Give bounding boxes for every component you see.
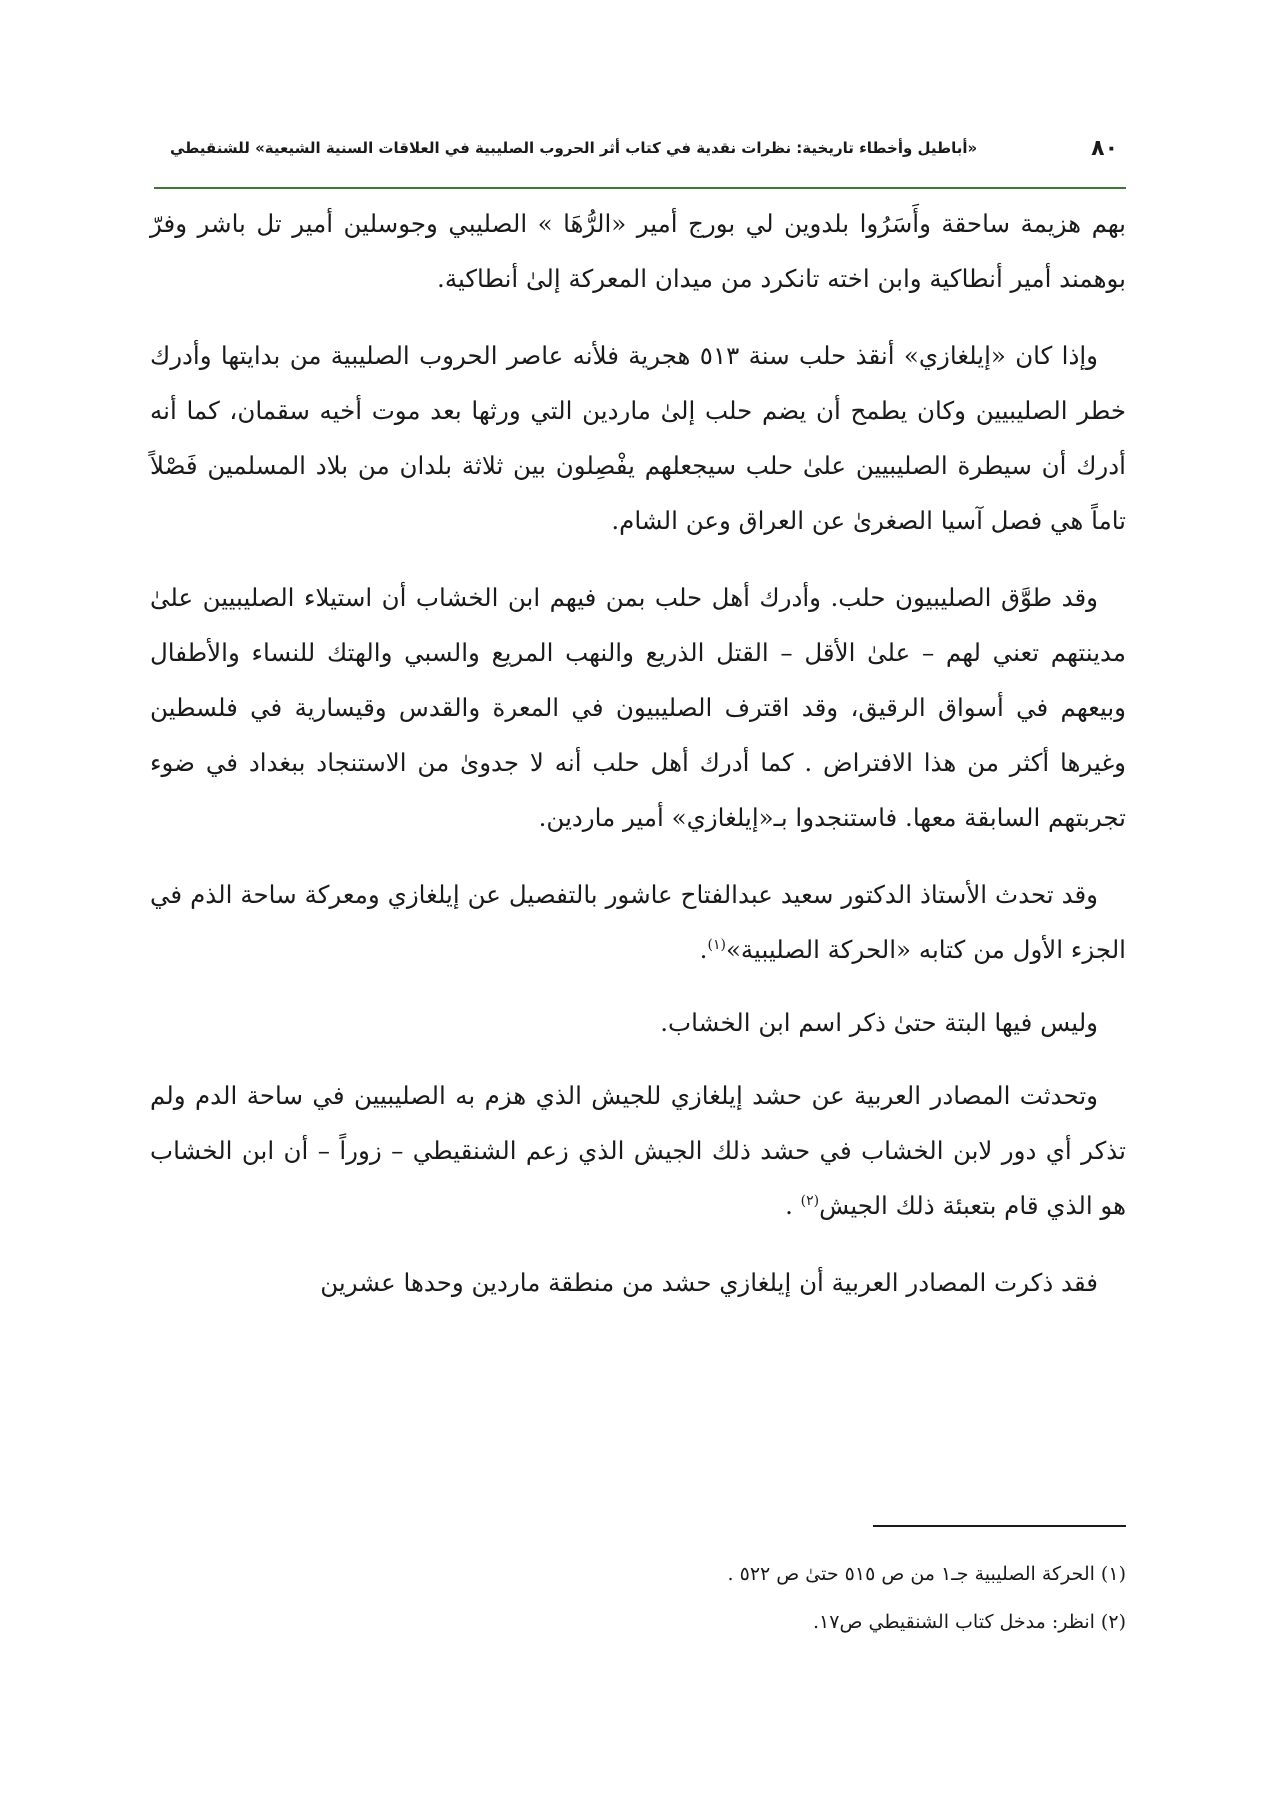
paragraph-text: وقد طوَّق الصليبيون حلب. وأدرك أهل حلب بمن فيهم ابن الخشاب أن استيلاء الصليبيين علىٰ مدينتهم تعني لهم – علىٰ الأقل – القتل الذريع والنهب المريع والسبي والهتك للنساء والأطفال وبيعهم في أسواق الرقيق، وقد اقترف الصليبيون في المعرة والقدس وقيسارية في فلسطين وغيرها أكثر من هذا الافتراض . كما أدرك أهل حلب أنه لا جدوىٰ من الاستنجاد ببغداد في ضوء تجربتهم السابقة معها. فاستنجدوا بـ«إيلغازي» أمير ماردين. — [150, 583, 1126, 832]
paragraph-text: وتحدثت المصادر العربية عن حشد إيلغازي للجيش الذي هزم به الصليبيين في ساحة الدم ولم تذكر أي دور لابن الخشاب في حشد ذلك الجيش الذي زعم الشنقيطي – زوراً – أن ابن الخشاب هو الذي قام بتعبئة ذلك الجيش — [150, 1081, 1126, 1220]
paragraph — [150, 328, 1126, 548]
paragraph-text: وإذا كان «إيلغازي» أنقذ حلب سنة ٥١٣ هجرية فلأنه عاصر الحروب الصليبية من بدايتها وأدرك خطر الصليبيين وكان يطمح أن يضم حلب إلىٰ ماردين التي ورثها بعد موت أخيه سقمان، كما أنه أدرك أن سيطرة الصليبيين علىٰ حلب سيجعلهم يفْصِلون بين ثلاثة بلدان من بلاد المسلمين فَصْلاً تاماً هي فصل آسيا الصغرىٰ عن العراق وعن الشام. — [150, 341, 1126, 535]
paragraph-text: وليس فيها البتة حتىٰ ذكر اسم ابن الخشاب. — [660, 1008, 1098, 1037]
footnote-reference-2[interactable]: (٢) — [800, 1192, 820, 1209]
paragraph-continuation — [150, 196, 1126, 306]
paragraph-punctuation: . — [699, 935, 708, 964]
page-number: ٨٠ — [1091, 135, 1118, 161]
footnote-2: (٢) انظر: مدخل كتاب الشنقيطي ص١٧. — [813, 1611, 1126, 1633]
header-rule — [154, 187, 1126, 189]
paragraph-punctuation: . — [785, 1191, 801, 1220]
footnote-reference-1[interactable]: (١) — [707, 936, 726, 953]
footnotes — [150, 1550, 1126, 1646]
paragraph-text: بهم هزيمة ساحقة وأَسَرُوا بلدوين لي بورج أمير «الرُّهَا » الصليبي وجوسلين أمير تل باشر وفرّ بوهمند أمير أنطاكية وابن اخته تانكرد من ميدان المعركة إلىٰ أنطاكية. — [150, 209, 1126, 293]
footnote-1: (١) الحركة الصليبية جـ١ من ص ٥١٥ حتىٰ ص ٥٢٢ . — [727, 1563, 1126, 1585]
paragraph — [150, 570, 1126, 845]
paragraph-text: فقد ذكرت المصادر العربية أن إيلغازي حشد من منطقة ماردين وحدها عشرين — [320, 1268, 1098, 1297]
running-header — [150, 128, 1126, 168]
paragraph-continues — [150, 1255, 1126, 1310]
paragraph — [150, 1068, 1126, 1233]
running-title: «أباطيل وأخطاء تاريخية: نظرات نقدية في كتاب أثر الحروب الصليبية في العلاقات السنية الشيعية» للشنقيطي — [170, 139, 978, 157]
body-text — [150, 196, 1126, 1332]
paragraph-text: وقد تحدث الأستاذ الدكتور سعيد عبدالفتاح عاشور بالتفصيل عن إيلغازي ومعركة ساحة الذم في الجزء الأول من كتابه «الحركة الصليبية» — [150, 880, 1126, 964]
paragraph — [150, 995, 1126, 1050]
paragraph — [150, 867, 1126, 977]
footnote-separator — [873, 1525, 1126, 1527]
